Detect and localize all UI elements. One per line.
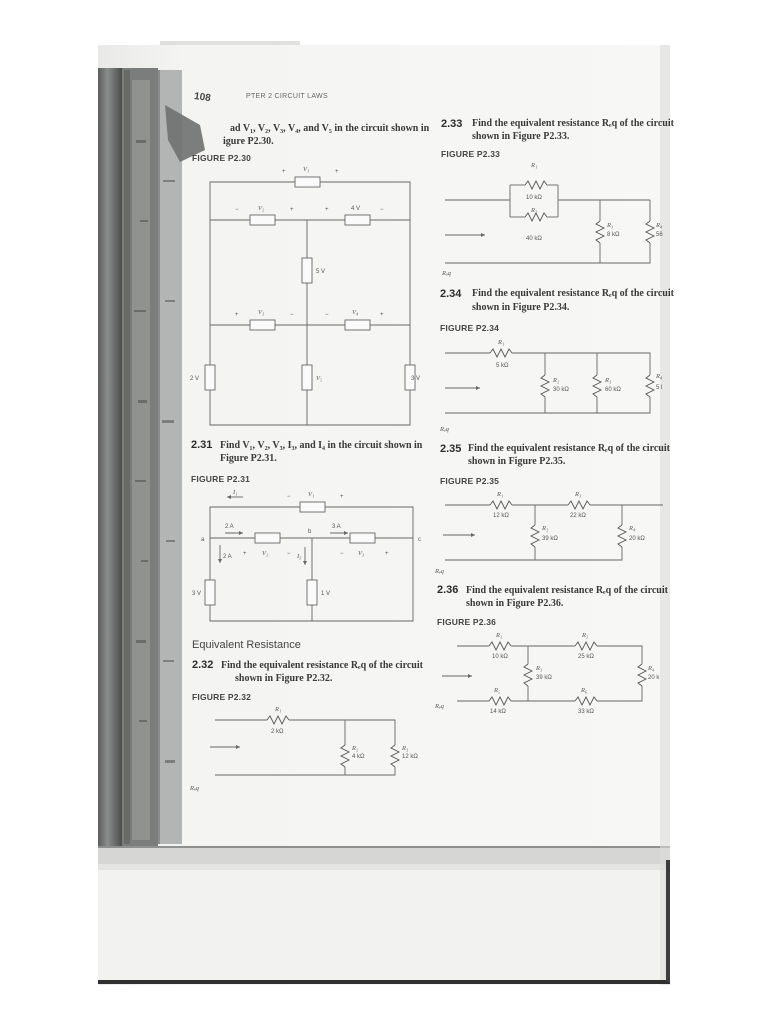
- p233-label-8k: 8 kΩ: [607, 232, 620, 238]
- p231-res-v3: [350, 533, 375, 543]
- p234-figure-label: FIGURE P2.34: [440, 323, 500, 333]
- p234-res-r1: [490, 349, 512, 357]
- p233-label-56: 56: [656, 232, 663, 238]
- figure-p2-33: [440, 155, 666, 280]
- p232-text-line1: Find the equivalent resistance Rₑq of the circuit: [221, 660, 423, 671]
- p234-label-5k: 5 kΩ: [496, 363, 509, 369]
- p230-figure-label: FIGURE P2.30: [192, 153, 252, 163]
- p232-label-req: Rₑq: [190, 785, 199, 792]
- p230-label-v1: V₁: [303, 166, 310, 173]
- p235-number: 2.35: [440, 443, 462, 455]
- svg-text:+: +: [235, 312, 239, 318]
- p233-label-r2: R₂: [531, 207, 538, 214]
- p236-label-39k: 39 kΩ: [536, 675, 552, 681]
- p231-label-2a-side: 2 A: [223, 554, 232, 560]
- p236-res-r4: [638, 664, 646, 686]
- p235-res-r4: [618, 525, 626, 547]
- p231-res-v2: [255, 533, 280, 543]
- svg-text:−: −: [287, 551, 291, 557]
- p232-label-r2: R₂: [352, 745, 359, 752]
- p230-label-v5: V₅: [316, 375, 323, 382]
- p230-text-line2: igure P2.30.: [223, 136, 274, 147]
- p236-res-r6: [575, 697, 597, 705]
- p230-res-4v: [345, 215, 370, 225]
- p233-label-r4: R₄: [656, 222, 663, 229]
- p236-text-line2: shown in Figure P2.36.: [466, 598, 564, 609]
- p231-label-1v: 1 V: [321, 591, 331, 597]
- p230-label-2v: 2 V: [190, 376, 200, 382]
- p235-label-39k: 39 kΩ: [542, 536, 558, 542]
- svg-text:−: −: [340, 551, 344, 557]
- svg-text:−: −: [380, 207, 384, 213]
- svg-text:+: +: [290, 207, 294, 213]
- p236-res-r1: [489, 642, 511, 650]
- p236-res-r5: [489, 697, 511, 705]
- p233-res-r2: [525, 213, 547, 221]
- p230-res-5v: [302, 258, 312, 283]
- p233-label-req: Rₑq: [442, 270, 451, 277]
- p234-label-30k: 30 kΩ: [553, 387, 569, 393]
- p231-res-3v: [205, 580, 215, 605]
- p235-text-line2: shown in Figure P2.35.: [468, 456, 566, 467]
- p231-text-line1: Find V₁, V₂, V₃, I₃, and I₄ in the circuit shown in: [220, 440, 423, 451]
- p231-res-1v: [307, 580, 317, 605]
- p235-label-req: Rₑq: [435, 568, 444, 575]
- p235-label-12k: 12 kΩ: [493, 513, 509, 519]
- p236-label-14k: 14 kΩ: [490, 709, 506, 715]
- running-head: PTER 2 CIRCUIT LAWS: [246, 93, 328, 100]
- p233-label-r3: R₃: [607, 222, 614, 229]
- p231-label-v2: V₂: [262, 550, 269, 557]
- figure-p2-35: [435, 485, 665, 580]
- p236-label-10k: 10 kΩ: [492, 654, 508, 660]
- p234-res-r3: [593, 375, 601, 397]
- svg-text:−: −: [235, 207, 239, 213]
- p235-label-r2: R₂: [542, 525, 549, 532]
- p234-label-r4: R₄: [656, 373, 663, 380]
- figure-p2-31: [192, 485, 430, 625]
- p231-figure-label: FIGURE P2.31: [191, 474, 251, 484]
- p234-label-r2: R₂: [553, 377, 560, 384]
- p233-number: 2.33: [441, 118, 463, 130]
- binder-strip: [98, 68, 122, 846]
- p236-label-r1: R₁: [496, 632, 503, 639]
- p236-label-r3: R₃: [536, 665, 543, 672]
- p233-figure-label: FIGURE P2.33: [441, 149, 501, 159]
- p233-res-r4: [646, 221, 654, 243]
- p230-label-5v: 5 V: [316, 269, 326, 275]
- p233-text-line1: Find the equivalent resistance Rₑq of the circuit: [472, 118, 674, 129]
- p235-text-line1: Find the equivalent resistance Rₑq of the circuit: [468, 443, 670, 454]
- p235-label-r1: R₁: [497, 491, 504, 498]
- p230-res-v4: [345, 320, 370, 330]
- p232-label-4k: 4 kΩ: [352, 754, 365, 760]
- svg-text:−: −: [325, 312, 329, 318]
- p231-node-c: c: [418, 537, 421, 543]
- p231-node-a: a: [201, 537, 205, 543]
- p235-label-22k: 22 kΩ: [570, 513, 586, 519]
- p234-res-r2: [541, 375, 549, 397]
- p234-label-5l: 5 l: [656, 385, 663, 391]
- p230-label-4v: 4 V: [351, 206, 361, 212]
- p233-label-10k: 10 kΩ: [526, 195, 542, 201]
- p233-label-40k: 40 kΩ: [526, 236, 542, 242]
- p230-label-3v: 3 V: [411, 376, 421, 382]
- p234-number: 2.34: [440, 288, 462, 300]
- p234-label-60k: 60 kΩ: [605, 387, 621, 393]
- p234-res-r4: [646, 375, 654, 397]
- p233-res-r3: [596, 221, 604, 243]
- p234-text-line2: shown in Figure P2.34.: [472, 302, 570, 313]
- p236-res-r3: [524, 664, 532, 686]
- p232-label-2k: 2 kΩ: [271, 729, 284, 735]
- figure-p2-36: [432, 628, 666, 723]
- p235-label-r4: R₄: [629, 525, 636, 532]
- svg-text:+: +: [335, 169, 339, 175]
- p236-label-20k: 20 k: [648, 675, 660, 681]
- p231-label-3v: 3 V: [192, 591, 202, 597]
- svg-text:−: −: [287, 494, 291, 500]
- p234-label-r1: R₁: [498, 339, 505, 346]
- p233-text-line2: shown in Figure P2.33.: [472, 131, 570, 142]
- p230-res-v1: [295, 177, 320, 187]
- p232-res-r1: [267, 716, 289, 724]
- p236-figure-label: FIGURE P2.36: [437, 617, 497, 627]
- svg-text:+: +: [380, 312, 384, 318]
- p234-label-r3: R₃: [605, 377, 612, 384]
- svg-text:+: +: [385, 551, 389, 557]
- p231-label-v3: V₃: [358, 550, 365, 557]
- p236-label-req: Rₑq: [435, 703, 444, 710]
- p231-node-b: b: [308, 529, 312, 535]
- p230-res-v5: [302, 365, 312, 390]
- p235-res-r1: [490, 501, 512, 509]
- section-title-equivalent-resistance: Equivalent Resistance: [192, 639, 301, 651]
- p232-label-r3: R₃: [402, 745, 409, 752]
- p230-label-v4: V₄: [352, 309, 359, 316]
- p232-label-r1: R₁: [275, 706, 282, 713]
- p235-label-r3: R₃: [575, 491, 582, 498]
- p230-text-line1: ad V₁, V₂, V₃, V₄, and V₅ in the circuit shown in: [230, 123, 430, 134]
- p231-label-i3: I₃: [297, 553, 302, 560]
- p230-res-v3: [250, 320, 275, 330]
- p236-label-r5: R₅: [494, 687, 501, 694]
- p231-label-2a-top: 2 A: [225, 524, 234, 530]
- p233-label-r1: R₁: [531, 162, 538, 169]
- p234-label-req: Rₑq: [440, 426, 449, 433]
- p231-label-v1: V₁: [308, 491, 315, 498]
- p231-text-line2: Figure P2.31.: [220, 453, 277, 464]
- p232-res-r3: [391, 745, 399, 767]
- p235-res-r2: [531, 525, 539, 547]
- p232-number: 2.32: [192, 659, 214, 671]
- svg-text:+: +: [243, 551, 247, 557]
- p231-label-i1: I₁: [233, 489, 238, 496]
- figure-p2-30: [190, 160, 425, 430]
- p230-label-v2: V₂: [258, 205, 265, 212]
- p231-number: 2.31: [191, 439, 213, 451]
- p230-res-v2: [250, 215, 275, 225]
- p235-figure-label: FIGURE P2.35: [440, 476, 500, 486]
- figure-p2-34: [440, 333, 666, 438]
- svg-text:−: −: [290, 312, 294, 318]
- p235-res-r3: [568, 501, 590, 509]
- p232-figure-label: FIGURE P2.32: [192, 692, 252, 702]
- page-number: 108: [193, 90, 212, 105]
- p236-number: 2.36: [437, 584, 459, 596]
- p230-res-2v: [205, 365, 215, 390]
- p236-label-r4: R₄: [648, 665, 655, 672]
- p234-text-line1: Find the equivalent resistance Rₑq of the circuit: [472, 288, 674, 299]
- p232-label-12k: 12 kΩ: [402, 754, 418, 760]
- p236-label-25k: 25 kΩ: [578, 654, 594, 660]
- p230-label-v3: V₃: [258, 309, 265, 316]
- p236-label-r6: R₆: [581, 687, 588, 694]
- p236-label-r2: R₂: [582, 632, 589, 639]
- svg-text:+: +: [325, 207, 329, 213]
- p233-res-r1: [525, 181, 547, 189]
- p231-label-3a: 3 A: [332, 524, 341, 530]
- p232-res-r2: [341, 745, 349, 767]
- p232-text-line2: shown in Figure P2.32.: [235, 673, 333, 684]
- p236-res-r2: [575, 642, 597, 650]
- p236-text-line1: Find the equivalent resistance Rₑq of the circuit: [466, 585, 668, 596]
- figure-p2-32: [185, 700, 430, 800]
- svg-text:+: +: [282, 169, 286, 175]
- p235-label-20k: 20 kΩ: [629, 536, 645, 542]
- p231-res-v1: [300, 502, 325, 512]
- p236-label-33k: 33 kΩ: [578, 709, 594, 715]
- svg-text:+: +: [340, 494, 344, 500]
